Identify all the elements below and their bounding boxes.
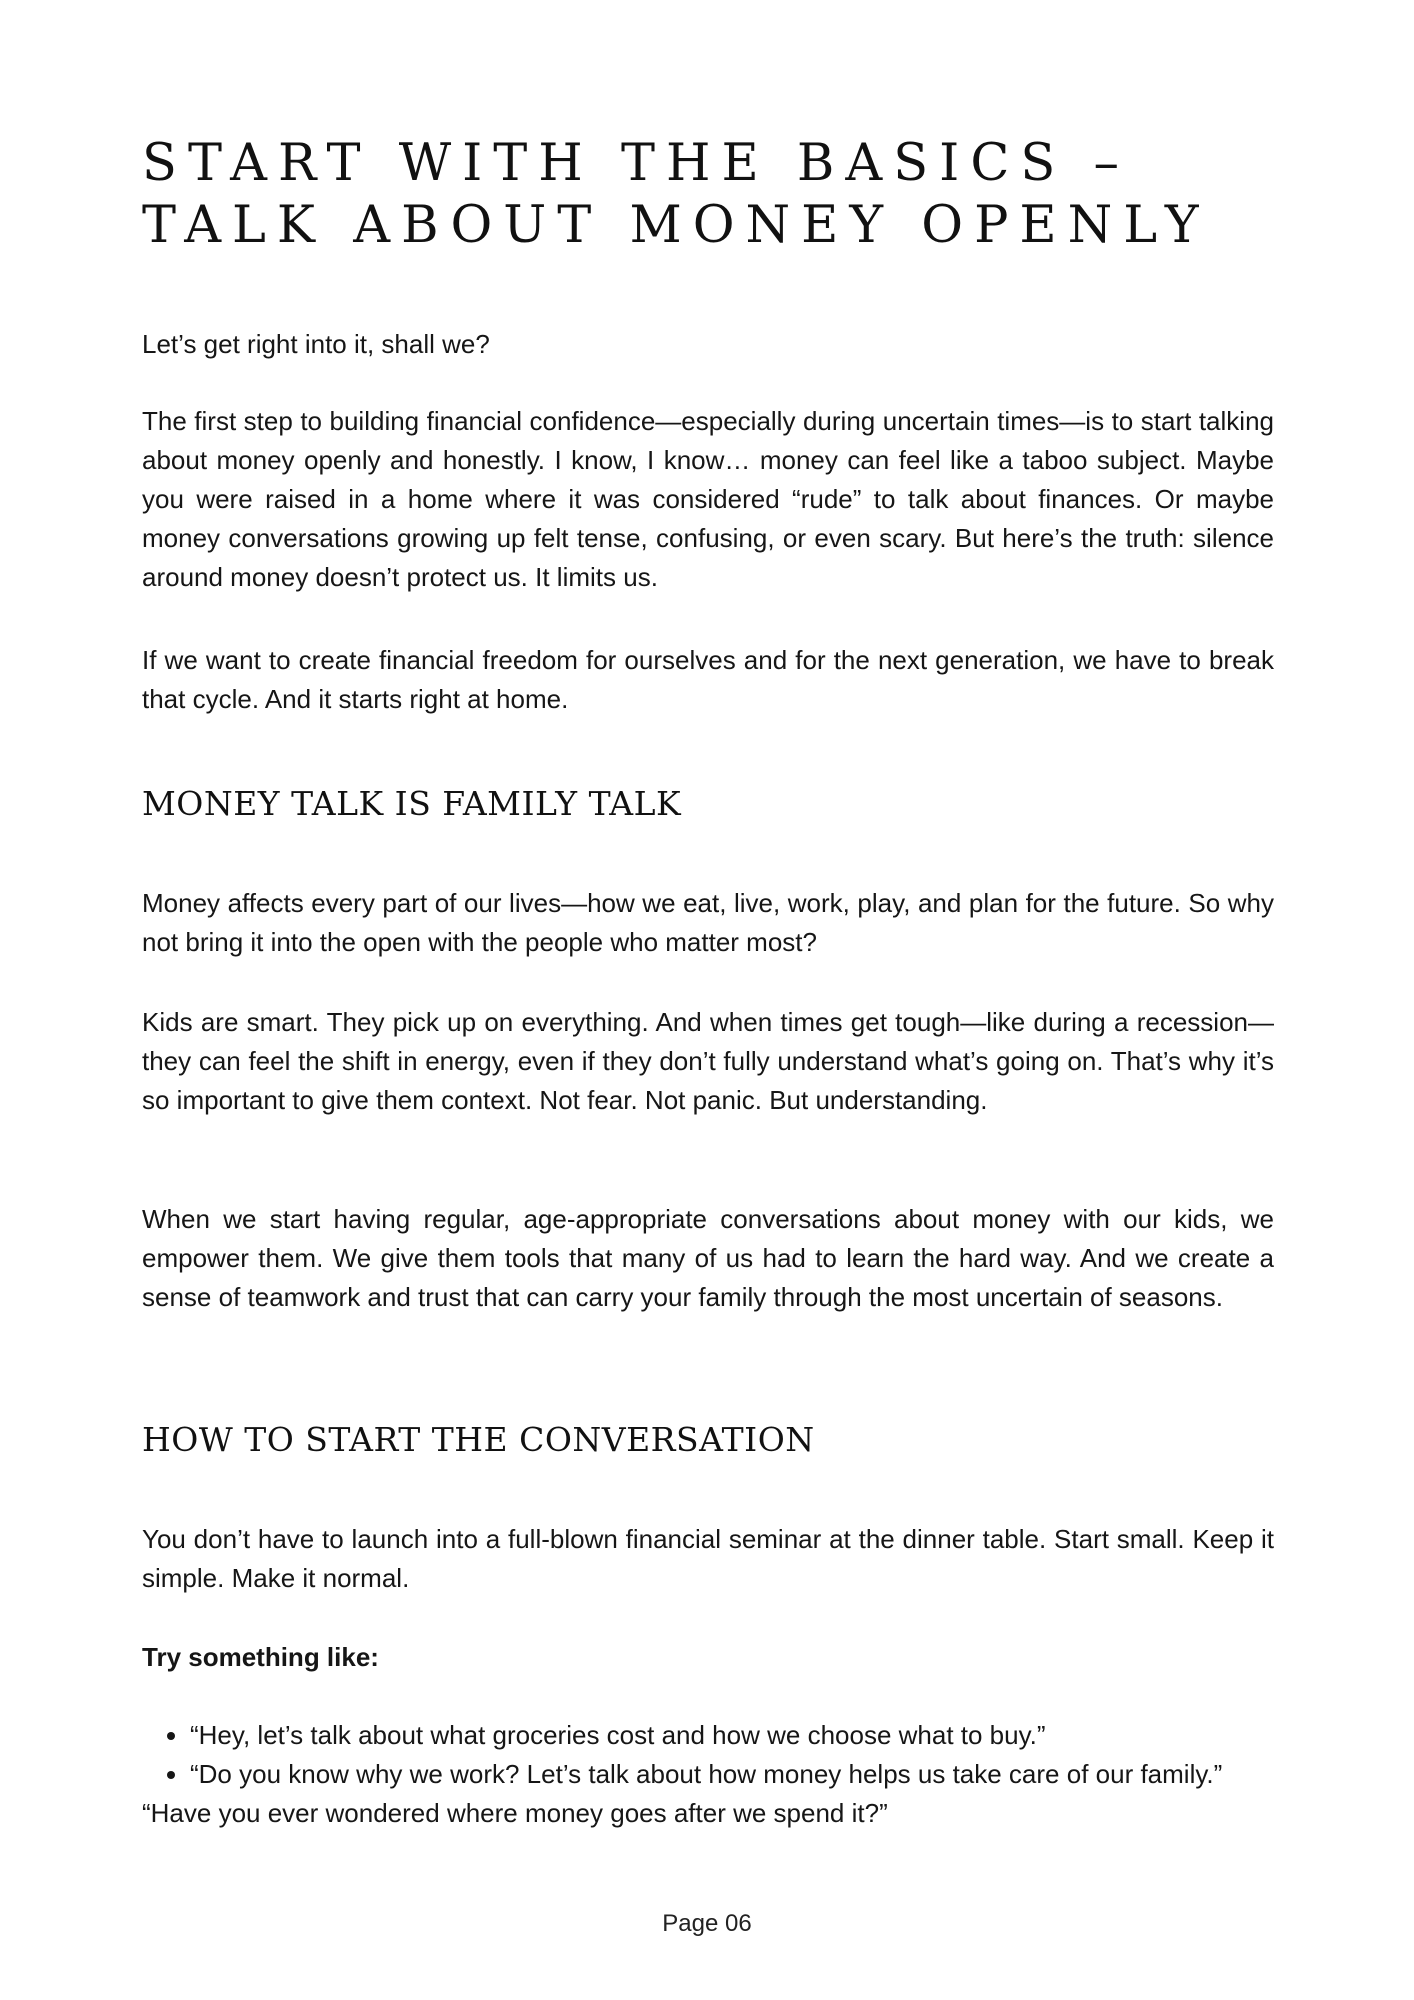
family-talk-paragraph-1: Money affects every part of our lives—how we eat, live, work, play, and plan for the future. So why not bring it into the open with the people who matter most? [142, 888, 1274, 957]
family-talk-block-3 [142, 1200, 1274, 1317]
family-talk-paragraph-3: When we start having regular, age-appropriate conversations about money with our kids, we empower them. We give them tools that many of us had to learn the hard way. And we create a sense of teamwork and trust that can carry your family through the most uncertain of seasons. [142, 1204, 1274, 1312]
family-talk-block-1 [142, 884, 1274, 962]
intro-body [142, 402, 1274, 597]
family-talk-paragraph-2: Kids are smart. They pick up on everything. And when times get tough—like during a recession—they can feel the shift in energy, even if they don’t fully understand what’s going on. That’s why it’s so important to give them context. Not fear. Not panic. But understanding. [142, 1007, 1274, 1115]
family-talk-block-2 [142, 1003, 1274, 1120]
section-family-talk-heading-wrap [142, 784, 1274, 824]
page-title: START WITH THE BASICS – TALK ABOUT MONEY OPENLY [142, 134, 1210, 255]
try-something-label: Try something like: [142, 1642, 379, 1672]
example-questions-list [142, 1716, 1274, 1794]
list-item: • “Hey, let’s talk about what groceries cost and how we choose what to buy.” [190, 1716, 1274, 1755]
try-label-wrap [142, 1638, 1274, 1677]
conversation-block-1 [142, 1520, 1274, 1598]
intro-paragraph-1: Let’s get right into it, shall we? [142, 329, 490, 359]
page-number: Page 06 [662, 1910, 752, 1937]
section-heading-start-conversation: HOW TO START THE CONVERSATION [142, 1420, 815, 1459]
list-item: • “Do you know why we work? Let’s talk about how money helps us take care of our family.” [190, 1755, 1274, 1794]
section-heading-family-talk: MONEY TALK IS FAMILY TALK [142, 784, 682, 823]
intro-paragraph-3: If we want to create financial freedom for ourselves and for the next generation, we have to break that cycle. And it starts right at home. [142, 645, 1274, 714]
intro-closing [142, 641, 1274, 719]
section-conversation-heading-wrap [142, 1420, 1274, 1460]
example-list-wrap [142, 1716, 1274, 1833]
intro-opening [142, 325, 1274, 364]
trailing-question: “Have you ever wondered where money goes after we spend it?” [142, 1798, 888, 1828]
intro-paragraph-2: The first step to building financial confidence—especially during uncertain times—is to start talking about money openly and honestly. I know, I know… money can feel like a taboo subject. Maybe you were raised in a home where it was considered “rude” to talk about finances. Or maybe money conversations growing up felt tense, confusing, or even scary. But here’s the truth: silence around money doesn’t protect us. It limits us. [142, 406, 1274, 592]
conversation-paragraph-1: You don’t have to launch into a full-blown financial seminar at the dinner table. Start small. Keep it simple. Make it normal. [142, 1524, 1274, 1593]
